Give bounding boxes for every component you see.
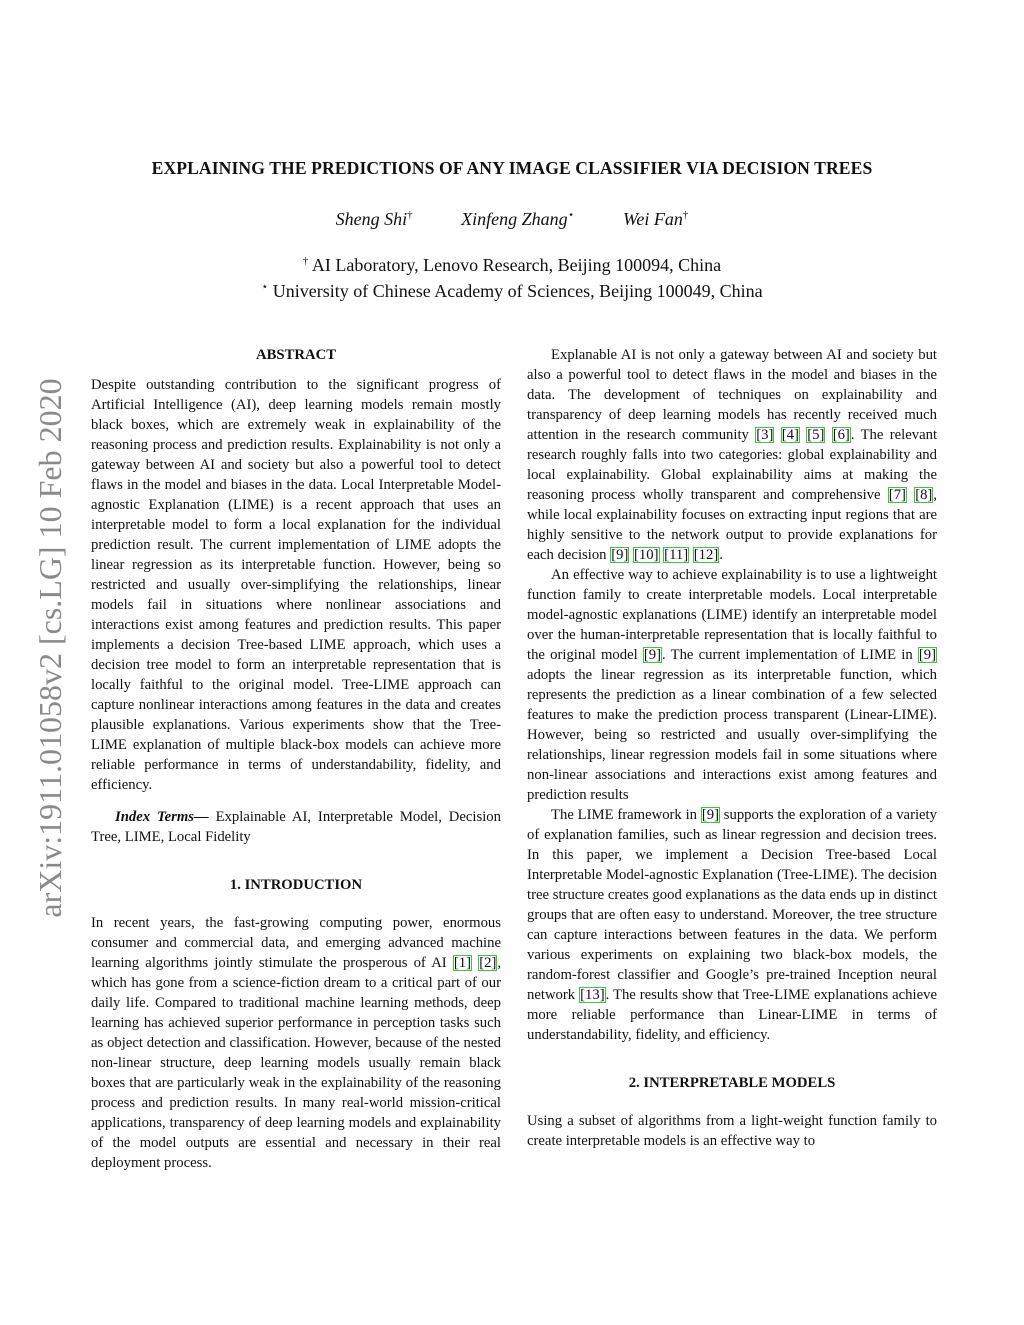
citation-link[interactable]: [9] <box>701 807 719 823</box>
right-paragraph-3: The LIME framework in [9] supports the exploration of a variety of explanation families, such as linear regression and decision trees. In this paper, we implement a Decision Tree-based Local Interpretable Model-agnostic Explanation (Tree-LIME). The decision tree structure creates good explanations as the data ends up in distinct groups that are often easy to understand. Moreover, the tree structure can capture interactions between features in the data. We perform various experiments on explaining two black-box models, the random-forest classifier and Google’s pre-trained Inception neural network [13]. The results show that Tree-LIME explanations achieve more reliable performance than Linear-LIME in terms of understandability, fidelity, and efficiency. <box>527 807 937 1043</box>
citation-link[interactable]: [9] <box>643 647 662 663</box>
left-column <box>91 345 501 1173</box>
right-column <box>527 345 937 1151</box>
index-terms-label: Index Terms— <box>115 809 209 825</box>
arxiv-stamp: arXiv:1911.01058v2 [cs.LG] 10 Feb 2020 <box>32 378 68 918</box>
index-terms: Index Terms— Explainable AI, Interpretable Model, Decision Tree, LIME, Local Fidelity <box>91 809 501 845</box>
section-2-heading: 2. INTERPRETABLE MODELS <box>628 1075 836 1091</box>
citation-link[interactable]: [9] <box>918 647 936 663</box>
abstract-heading: ABSTRACT <box>256 347 336 363</box>
intro-heading: 1. INTRODUCTION <box>229 877 363 893</box>
right-paragraph-2: An effective way to achieve explainability is to use a lightweight function family to create interpretable models. Local interpretable model-agnostic explanations (LIME) identify an interpretable model over the human-interpretable representation that is locally faithful to the original model [9]. The current implementation of LIME in [9] adopts the linear regression as its interpretable function, which represents the prediction as a linear combination of a few selected features to make the prediction process transparent (Linear-LIME). However, being so restricted and usually over-simplifying the relationships, linear regression models fail in some situations where non-linear associations and interactions exist among features and prediction results <box>527 567 937 803</box>
affiliation-2: ⋆ University of Chinese Academy of Sciences, Beijing 100049, China <box>261 281 763 301</box>
author-3: Wei Fan† <box>623 209 689 229</box>
citation-link[interactable]: [1] <box>453 955 472 971</box>
author-list <box>0 208 1024 230</box>
citation-link[interactable]: [12] <box>693 547 719 563</box>
citation-link[interactable]: [10] <box>634 547 659 563</box>
citation-link[interactable]: [6] <box>832 427 850 443</box>
citation-link[interactable]: [9] <box>611 547 629 563</box>
affiliation-1: † AI Laboratory, Lenovo Research, Beijing 100094, China <box>302 255 722 275</box>
author-1: Sheng Shi† <box>335 209 413 229</box>
intro-paragraph: In recent years, the fast-growing computing power, enormous consumer and commercial data, and emerging advanced machine learning algorithms jointly stimulate the prosperous of AI [1] [2], which has gone from a science-fiction dream to a critical part of our daily life. Compared to traditional machine learning methods, deep learning has achieved superior performance in perception tasks such as object detection and classification. However, because of the nested non-linear structure, deep learning models usually remain black boxes that are particularly weak in the explainability of the reasoning process and prediction results. In many real-world mission-critical applications, transparency of deep learning models and explainability of the model outputs are essential and necessary in their real deployment process. <box>91 915 502 1171</box>
citation-link[interactable]: [3] <box>756 427 774 443</box>
citation-link[interactable]: [2] <box>479 955 497 971</box>
citation-link[interactable]: [5] <box>807 427 825 443</box>
citation-link[interactable]: [8] <box>915 487 933 503</box>
paper-title: EXPLAINING THE PREDICTIONS OF ANY IMAGE CLASSIFIER VIA DECISION TREES <box>151 158 873 178</box>
citation-link[interactable]: [7] <box>888 487 906 503</box>
abstract-text: Despite outstanding contribution to the significant progress of Artificial Intelligence (AI), deep learning models remain mostly black boxes, which are extremely weak in explainability of the reasoning process and prediction results. Explainability is not only a gateway between AI and society but also a powerful tool to detect flaws in the model and biases in the data. Local Interpretable Model-agnostic Explanation (LIME) is a recent approach that uses an interpretable model to form a local explanation for the individual prediction result. The current implementation of LIME adopts the linear regression as its interpretable function. However, being so restricted and usually over-simplifying the relationships, linear models fail in situations where nonlinear associations and interactions exist among features and prediction results. This paper implements a decision Tree-based LIME approach, which uses a decision tree model to form an interpretable representation that is locally faithful to the original model. Tree-LIME approach can capture nonlinear interactions among features in the data and creates plausible explanations. Various experiments show that the Tree-LIME explanation of multiple black-box models can achieve more reliable performance in terms of understandability, fidelity, and efficiency. <box>91 377 501 793</box>
citation-link[interactable]: [11] <box>664 547 689 563</box>
citation-link[interactable]: [4] <box>781 427 799 443</box>
citation-link[interactable]: [13] <box>580 987 605 1003</box>
section-2-paragraph: Using a subset of algorithms from a light-weight function family to create interpretable models is an effective way to <box>527 1113 937 1149</box>
author-2: Xinfeng Zhang⋆ <box>461 209 575 229</box>
right-paragraph-1: Explanable AI is not only a gateway between AI and society but also a powerful tool to detect flaws in the model and biases in the data. The development of techniques on explainability and transparency of deep learning models has recently received much attention in the research community [3] [4] [5] [6]. The relevant research roughly falls into two categories: global explainability and local explainability. Global explainability aims at making the reasoning process wholly transparent and comprehensive [7] [8], while local explainability focuses on extracting input regions that are highly sensitive to the network output to provide explanations for each decision [9] [10] [11] [12]. <box>527 347 938 563</box>
